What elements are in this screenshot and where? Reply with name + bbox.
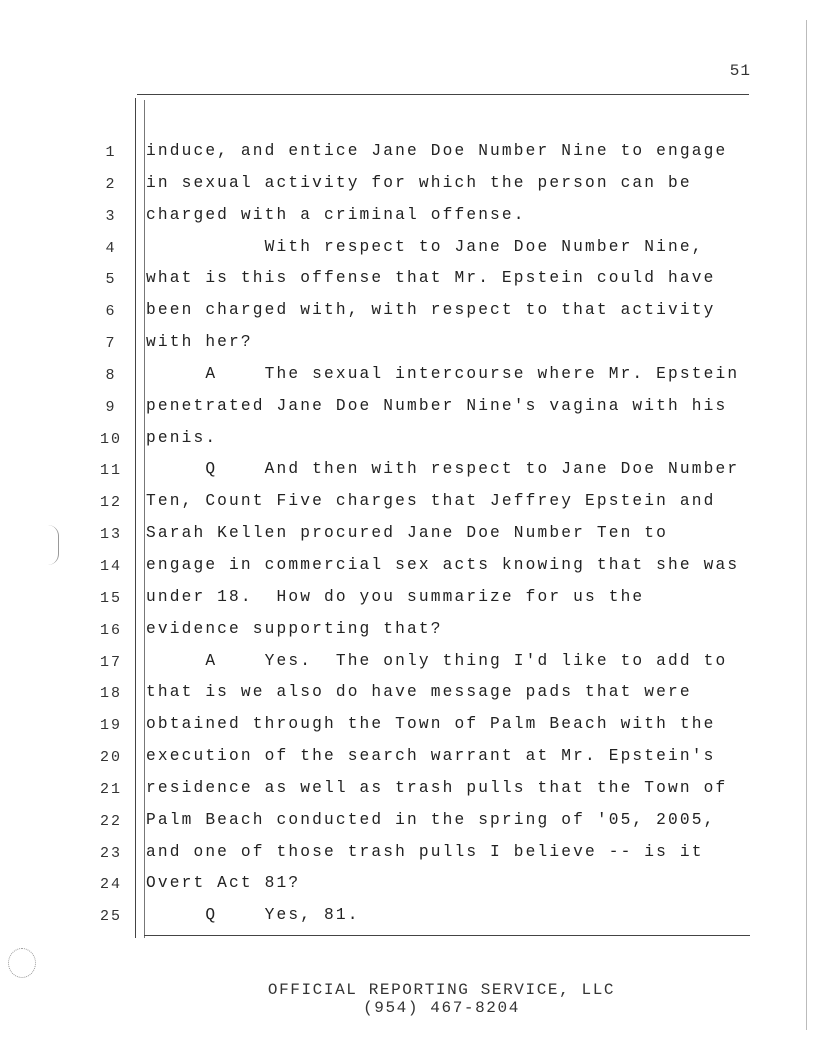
line-text: under 18. How do you summarize for us the (146, 587, 645, 606)
line-number: 7 (105, 335, 117, 353)
line-text: Overt Act 81? (146, 874, 301, 893)
line-number: 20 (99, 749, 122, 767)
transcript-body (0, 138, 817, 934)
line-text: and one of those trash pulls I believe -- is it (146, 842, 704, 861)
line-number: 3 (105, 207, 117, 225)
line-text: engage in commercial sex acts knowing that she was (146, 555, 740, 574)
line-text: that is we also do have message pads that were (146, 683, 692, 702)
line-text: induce, and entice Jane Doe Number Nine to engage (146, 142, 728, 160)
line-number: 6 (105, 303, 117, 321)
transcript-line (0, 616, 817, 648)
line-number: 14 (99, 557, 122, 575)
line-number: 22 (99, 812, 122, 830)
transcript-line (0, 775, 817, 807)
line-number: 15 (99, 589, 122, 607)
transcript-line (0, 138, 817, 170)
page-number: 51 (729, 62, 751, 80)
line-text: charged with a criminal offense. (146, 205, 526, 224)
line-text: execution of the search warrant at Mr. Epstein's (146, 747, 716, 766)
line-number: 2 (105, 175, 117, 193)
line-number: 1 (105, 144, 117, 161)
line-text: A Yes. The only thing I'd like to add to (146, 651, 728, 670)
transcript-line (0, 584, 817, 616)
line-text: penetrated Jane Doe Number Nine's vagina with his (146, 396, 728, 415)
transcript-line (0, 329, 817, 361)
line-text: what is this offense that Mr. Epstein could have (146, 269, 716, 288)
line-number: 18 (99, 685, 122, 703)
line-number: 8 (105, 366, 117, 384)
transcript-line (0, 297, 817, 329)
line-number: 5 (105, 271, 117, 289)
transcript-line (0, 170, 817, 202)
footer-phone: (954) 467-8204 (363, 999, 520, 1017)
footer-company: OFFICIAL REPORTING SERVICE, LLC (267, 981, 616, 999)
line-text: in sexual activity for which the person can be (146, 173, 692, 192)
line-text: Q Yes, 81. (146, 906, 360, 925)
transcript-line (0, 870, 817, 902)
frame-top-rule (137, 94, 749, 95)
line-number: 23 (99, 844, 122, 862)
transcript-line (0, 807, 817, 839)
line-number: 25 (99, 908, 122, 926)
line-number: 19 (99, 717, 122, 735)
line-number: 21 (99, 780, 122, 798)
line-number: 9 (105, 398, 117, 416)
line-text: evidence supporting that? (146, 619, 443, 638)
line-text: been charged with, with respect to that activity (146, 301, 716, 320)
line-text: obtained through the Town of Palm Beach with the (146, 715, 716, 734)
transcript-line (0, 202, 817, 234)
line-text: with her? (146, 333, 253, 352)
transcript-line (0, 488, 817, 520)
transcript-line (0, 393, 817, 425)
line-text: A The sexual intercourse where Mr. Epstein (146, 364, 740, 383)
transcript-line (0, 839, 817, 871)
transcript-line (0, 679, 817, 711)
transcript-line (0, 265, 817, 297)
transcript-line (0, 902, 817, 934)
transcript-line (0, 425, 817, 457)
transcript-line (0, 648, 817, 680)
line-text: With respect to Jane Doe Number Nine, (146, 237, 704, 256)
line-number: 16 (99, 621, 122, 639)
line-text: residence as well as trash pulls that the Town of (146, 778, 728, 797)
line-text: penis. (146, 428, 218, 447)
line-number: 24 (99, 876, 122, 894)
frame-bottom-rule (144, 935, 750, 936)
transcript-line (0, 456, 817, 488)
line-number: 17 (99, 653, 122, 671)
transcript-line (0, 711, 817, 743)
line-text: Palm Beach conducted in the spring of '05, 2005, (146, 810, 716, 829)
line-number: 11 (99, 462, 122, 480)
line-text: Q And then with respect to Jane Doe Number (146, 460, 740, 479)
line-number: 13 (99, 526, 122, 544)
line-text: Ten, Count Five charges that Jeffrey Epstein and (146, 492, 716, 511)
line-number: 10 (99, 430, 122, 448)
transcript-line (0, 361, 817, 393)
line-number: 12 (99, 494, 122, 512)
transcript-line (0, 743, 817, 775)
transcript-line (0, 234, 817, 266)
line-number: 4 (105, 239, 117, 257)
line-text: Sarah Kellen procured Jane Doe Number Ten to (146, 524, 669, 543)
transcript-line (0, 520, 817, 552)
hole-punch-mark (8, 948, 36, 978)
transcript-line (0, 552, 817, 584)
